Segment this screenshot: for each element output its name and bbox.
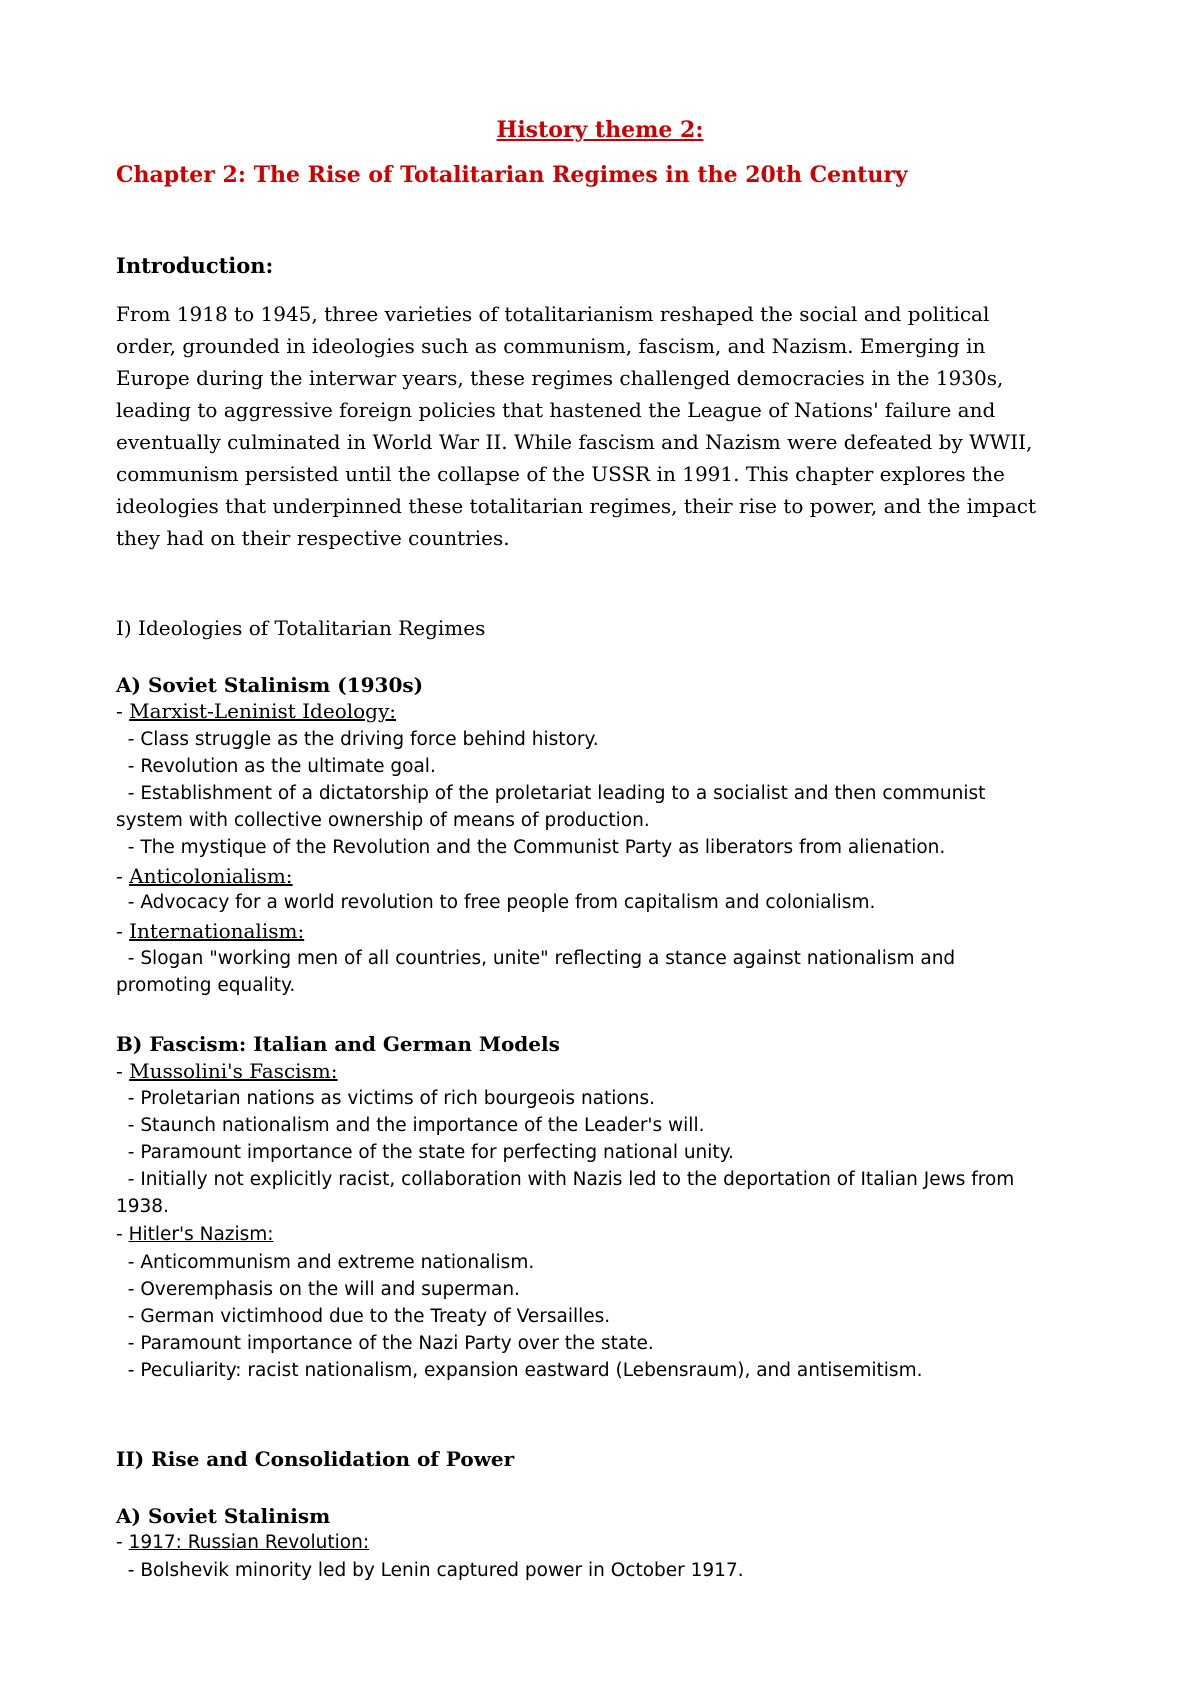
list-item: - Class struggle as the driving force behind history. [116,729,599,750]
bullet-dash: - [116,864,130,888]
hitler-heading [116,1224,274,1245]
revolution-heading [116,1532,369,1553]
bullet-dash: - [116,1224,129,1245]
bullet-dash: - [116,1532,129,1553]
list-item: - Slogan "working men of all countries, unite" reflecting a stance against nationalism and [116,948,956,969]
list-item: - Establishment of a dictatorship of the proletariat leading to a socialist and then communist [116,783,986,804]
revolution-label: 1917: Russian Revolution: [128,1532,370,1553]
bullet-dash: - [116,699,130,723]
section-2a-heading: A) Soviet Stalinism [116,1504,331,1528]
internationalism-heading [116,919,304,943]
list-item: - Proletarian nations as victims of rich bourgeois nations. [116,1088,655,1109]
intro-line: From 1918 to 1945, three varieties of totalitarianism reshaped the social and political [116,302,990,326]
intro-line: they had on their respective countries. [116,526,510,550]
document-title: History theme 2: [496,117,704,143]
mussolini-label: Mussolini's Fascism: [129,1059,338,1083]
mussolini-heading [116,1059,338,1083]
list-item: promoting equality. [116,975,296,996]
list-item: - Peculiarity: racist nationalism, expansion eastward (Lebensraum), and antisemitism. [116,1360,923,1381]
list-item: - Staunch nationalism and the importance of the Leader's will. [116,1115,705,1136]
list-item: - Paramount importance of the Nazi Party over the state. [116,1333,654,1354]
list-item: - Paramount importance of the state for perfecting national unity. [116,1142,734,1163]
intro-heading: Introduction: [116,253,274,278]
section-1-heading: I) Ideologies of Totalitarian Regimes [116,616,486,640]
intro-line: order, grounded in ideologies such as communism, fascism, and Nazism. Emerging in [116,334,986,358]
list-item: - Overemphasis on the will and superman. [116,1279,520,1300]
hitler-label: Hitler's Nazism: [128,1224,274,1245]
intro-line: eventually culminated in World War II. While fascism and Nazism were defeated by WWII, [116,430,1033,454]
section-1b-heading: B) Fascism: Italian and German Models [116,1032,560,1056]
marxist-heading [116,699,396,723]
bullet-dash: - [116,919,130,943]
intro-line: communism persisted until the collapse of the USSR in 1991. This chapter explores the [116,462,1005,486]
anticolonialism-heading [116,864,293,888]
list-item: system with collective ownership of means of production. [116,810,650,831]
list-item: 1938. [116,1196,169,1217]
list-item: - Initially not explicitly racist, collaboration with Nazis led to the deportation of Italian Jews from [116,1169,1015,1190]
section-1a-heading: A) Soviet Stalinism (1930s) [116,673,424,697]
section-2-heading: II) Rise and Consolidation of Power [116,1447,515,1471]
anticolonialism-label: Anticolonialism: [129,864,293,888]
list-item: - Revolution as the ultimate goal. [116,756,436,777]
intro-line: Europe during the interwar years, these regimes challenged democracies in the 1930s, [116,366,1004,390]
list-item: - The mystique of the Revolution and the Communist Party as liberators from alienation. [116,837,946,858]
intro-line: ideologies that underpinned these totalitarian regimes, their rise to power, and the impact [116,494,1037,518]
list-item: - Advocacy for a world revolution to free people from capitalism and colonialism. [116,892,876,913]
intro-line: leading to aggressive foreign policies that hastened the League of Nations' failure and [116,398,996,422]
chapter-title: Chapter 2: The Rise of Totalitarian Regimes in the 20th Century [116,162,908,188]
bullet-dash: - [116,1059,130,1083]
marxist-label: Marxist-Leninist Ideology: [129,699,397,723]
internationalism-label: Internationalism: [129,919,305,943]
list-item: - Anticommunism and extreme nationalism. [116,1252,535,1273]
intro-paragraph [116,298,1056,554]
list-item: - German victimhood due to the Treaty of Versailles. [116,1306,611,1327]
list-item: - Bolshevik minority led by Lenin captured power in October 1917. [116,1560,744,1581]
